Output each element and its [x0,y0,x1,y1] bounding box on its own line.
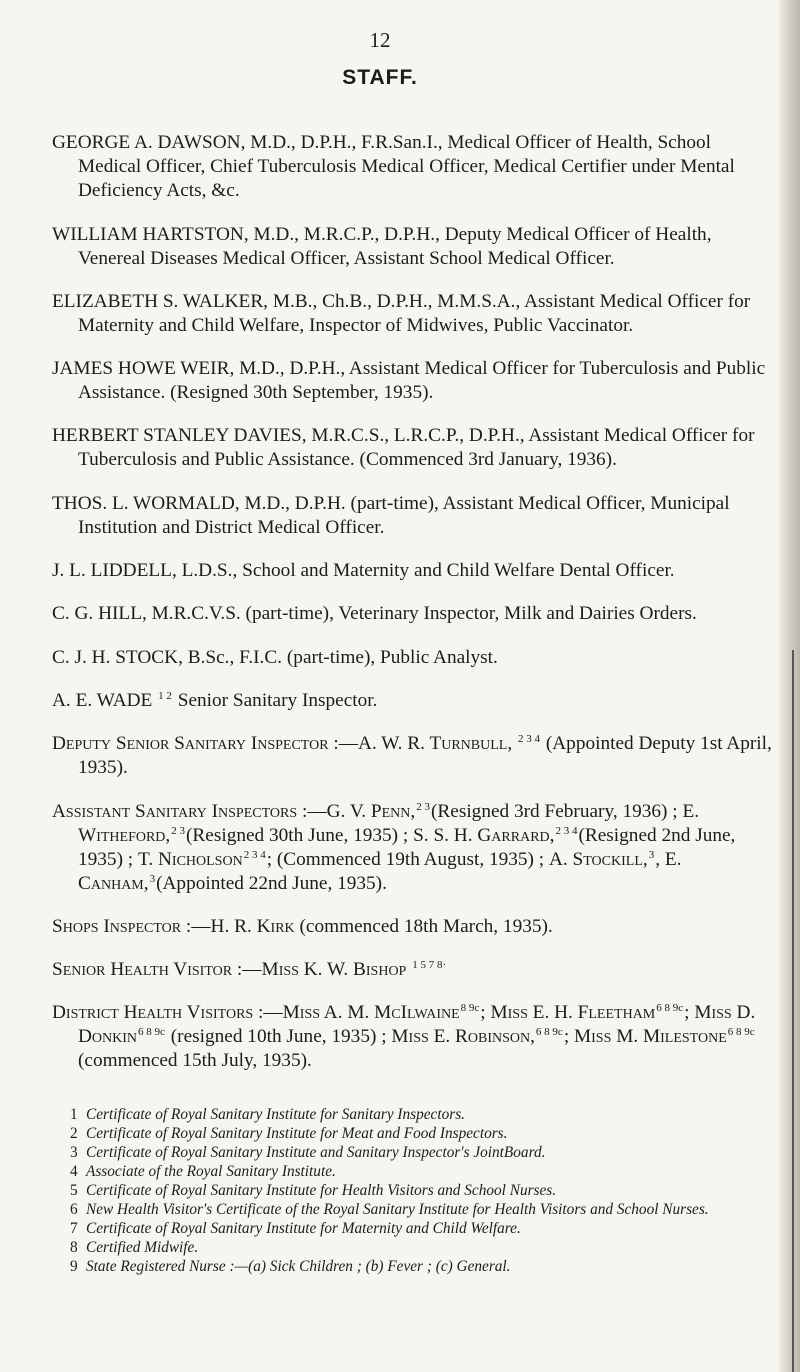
qualification-ref: 6 8 9c [727,1026,755,1039]
staff-name: A. Stockill, [548,848,648,870]
footnote-number: 7 [70,1220,78,1237]
role-label: Shops Inspector :— [52,915,211,937]
qualification-ref: 2 3 [416,800,430,813]
staff-name: E. Canham, [78,848,682,894]
staff-entry-dawson: GEORGE A. DAWSON, M.D., D.P.H., F.R.San.I., Medical Officer of Health, School Medical Officer, Chief Tuberculosis Medical Officer, Medical Certifier under Mental Deficiency Acts, &c. [52,132,735,202]
staff-note: (resigned 10th June, 1935) ; [170,1026,387,1048]
staff-note: (commenced 15th July, 1935). [78,1050,312,1072]
footnote [70,1162,770,1181]
staff-note: (Resigned 30th June, 1935) ; [186,824,409,846]
footnotes [70,1105,770,1276]
staff-name: E. Witheford, [78,800,700,846]
footnote-text: Certificate of Royal Sanitary Institute for Health Visitors and School Nurses. [86,1182,557,1199]
page-number: 12 [369,28,391,52]
district-health-visitors-entry [52,1001,777,1073]
staff-entry-hartston: WILLIAM HARTSTON, M.D., M.R.C.P., D.P.H., Deputy Medical Officer of Health, Venereal Diseases Medical Officer, Assistant School Medical Officer. [52,223,712,269]
page-binding-edge [778,0,800,1372]
staff-note: (Appointed 22nd June, 1935). [156,872,387,894]
footnote [70,1257,770,1276]
qualification-ref: 3 [648,848,655,861]
qualification-ref: 3 [149,872,156,885]
staff-name: ; Miss D. Donkin [78,1002,756,1048]
qualification-ref: 6 8 9c [535,1026,563,1039]
staff-entry-wormald: THOS. L. WORMALD, M.D., D.P.H. (part-time), Assistant Medical Officer, Municipal Institution and District Medical Officer. [52,492,730,538]
staff-entry-wade [52,689,777,713]
shops-inspector-entry [52,915,777,939]
footnote-text: Certificate of Royal Sanitary Institute for Maternity and Child Welfare. [86,1220,521,1237]
footnote [70,1181,770,1200]
footnote-number: 3 [70,1144,78,1161]
staff-name: Miss K. W. Bishop [261,959,407,981]
role-label: District Health Visitors :— [52,1002,283,1024]
qualification-ref: 1 2 [158,689,172,702]
role-label: Deputy Senior Sanitary Inspector :— [52,733,359,755]
staff-entry-weir: JAMES HOWE WEIR, M.D., D.P.H., Assistant Medical Officer for Tuberculosis and Public Assistance. (Resigned 30th September, 1935). [52,358,766,404]
footnote [70,1124,770,1143]
staff-entry-liddell: J. L. LIDDELL, L.D.S., School and Maternity and Child Welfare Dental Officer. [52,560,675,582]
qualification-ref: 2 3 4 [243,848,266,861]
footnote [70,1238,770,1257]
deputy-senior-inspector-entry [52,732,777,780]
qualification-ref: 8 9c [460,1002,480,1015]
footnote [70,1219,770,1238]
role-label: Assistant Sanitary Inspectors :— [52,800,327,822]
staff-note: ; (Commenced 19th August, 1935) ; [266,848,545,870]
qualification-ref: 6 8 9c [656,1002,684,1015]
footnote [70,1105,770,1124]
assistant-inspectors-entry [52,800,777,896]
page-edge-line [792,650,794,1372]
footnote-text: Certified Midwife. [86,1239,199,1256]
qualification-ref: 2 3 4 [518,733,540,746]
footnote-text: Certificate of Royal Sanitary Institute and Sanitary Inspector's JointBoard. [86,1144,546,1161]
staff-list [52,112,777,1084]
staff-note: (Appointed Deputy 1st April, 1935). [78,733,772,779]
staff-name: Miss E. Robinson, [391,1026,535,1048]
footnote-number: 2 [70,1125,78,1142]
staff-name: A. E. WADE [52,689,153,711]
footnote [70,1143,770,1162]
staff-name: S. S. H. Garrard, [413,824,555,846]
footnote [70,1200,770,1219]
role-label: Senior Health Visitor :— [52,959,262,981]
qualification-ref: 6 8 9c [138,1026,165,1039]
staff-entry-hill: C. G. HILL, M.R.C.V.S. (part-time), Veterinary Inspector, Milk and Dairies Orders. [52,603,697,625]
senior-health-visitor-entry [52,958,777,982]
footnote-text: Certificate of Royal Sanitary Institute for Meat and Food Inspectors. [86,1125,508,1142]
qualification-ref: 2 3 [171,824,185,837]
staff-name: ; Miss E. H. Fleetham [480,1002,656,1024]
footnote-number: 9 [70,1258,78,1275]
qualification-ref: 2 3 4 [555,824,578,837]
staff-name: A. W. R. Turnbull, [358,733,513,755]
staff-note: (Resigned 2nd June, 1935) ; [78,824,736,870]
footnote-number: 5 [70,1182,78,1199]
footnote-number: 1 [70,1106,78,1123]
staff-name: ; Miss M. Milestone [563,1026,727,1048]
staff-name: G. V. Penn, [326,800,416,822]
footnote-text: Certificate of Royal Sanitary Institute for Sanitary Inspectors. [86,1106,465,1123]
footnote-number: 4 [70,1163,78,1180]
staff-name: Miss A. M. McIlwaine [282,1002,460,1024]
footnote-number: 8 [70,1239,78,1256]
page-title: STAFF. [342,66,418,89]
staff-note: (Resigned 3rd February, 1936) ; [430,800,678,822]
staff-name: T. Nicholson [138,848,243,870]
staff-role: Senior Sanitary Inspector. [177,689,378,711]
staff-entry-stock: C. J. H. STOCK, B.Sc., F.I.C. (part-time), Public Analyst. [52,646,498,668]
staff-entry-davies: HERBERT STANLEY DAVIES, M.R.C.S., L.R.C.P., D.P.H., Assistant Medical Officer for Tuberculosis and Public Assistance. (Commenced 3rd January, 1936). [52,425,755,471]
footnote-number: 6 [70,1201,78,1218]
separator: , [655,848,661,870]
staff-name: H. R. Kirk [210,915,295,937]
staff-note: (commenced 18th March, 1935). [299,915,553,937]
footnote-text: New Health Visitor's Certificate of the Royal Sanitary Institute for Health Visitors and School Nurses. [86,1201,709,1218]
footnote-text: Associate of the Royal Sanitary Institute. [86,1163,336,1180]
footnote-text: State Registered Nurse :—(a) Sick Children ; (b) Fever ; (c) General. [86,1258,511,1275]
qualification-ref: 1 5 7 8· [412,959,447,972]
staff-entry-walker: ELIZABETH S. WALKER, M.B., Ch.B., D.P.H., M.M.S.A., Assistant Medical Officer for Maternity and Child Welfare, Inspector of Midwives, Public Vaccinator. [52,290,751,336]
